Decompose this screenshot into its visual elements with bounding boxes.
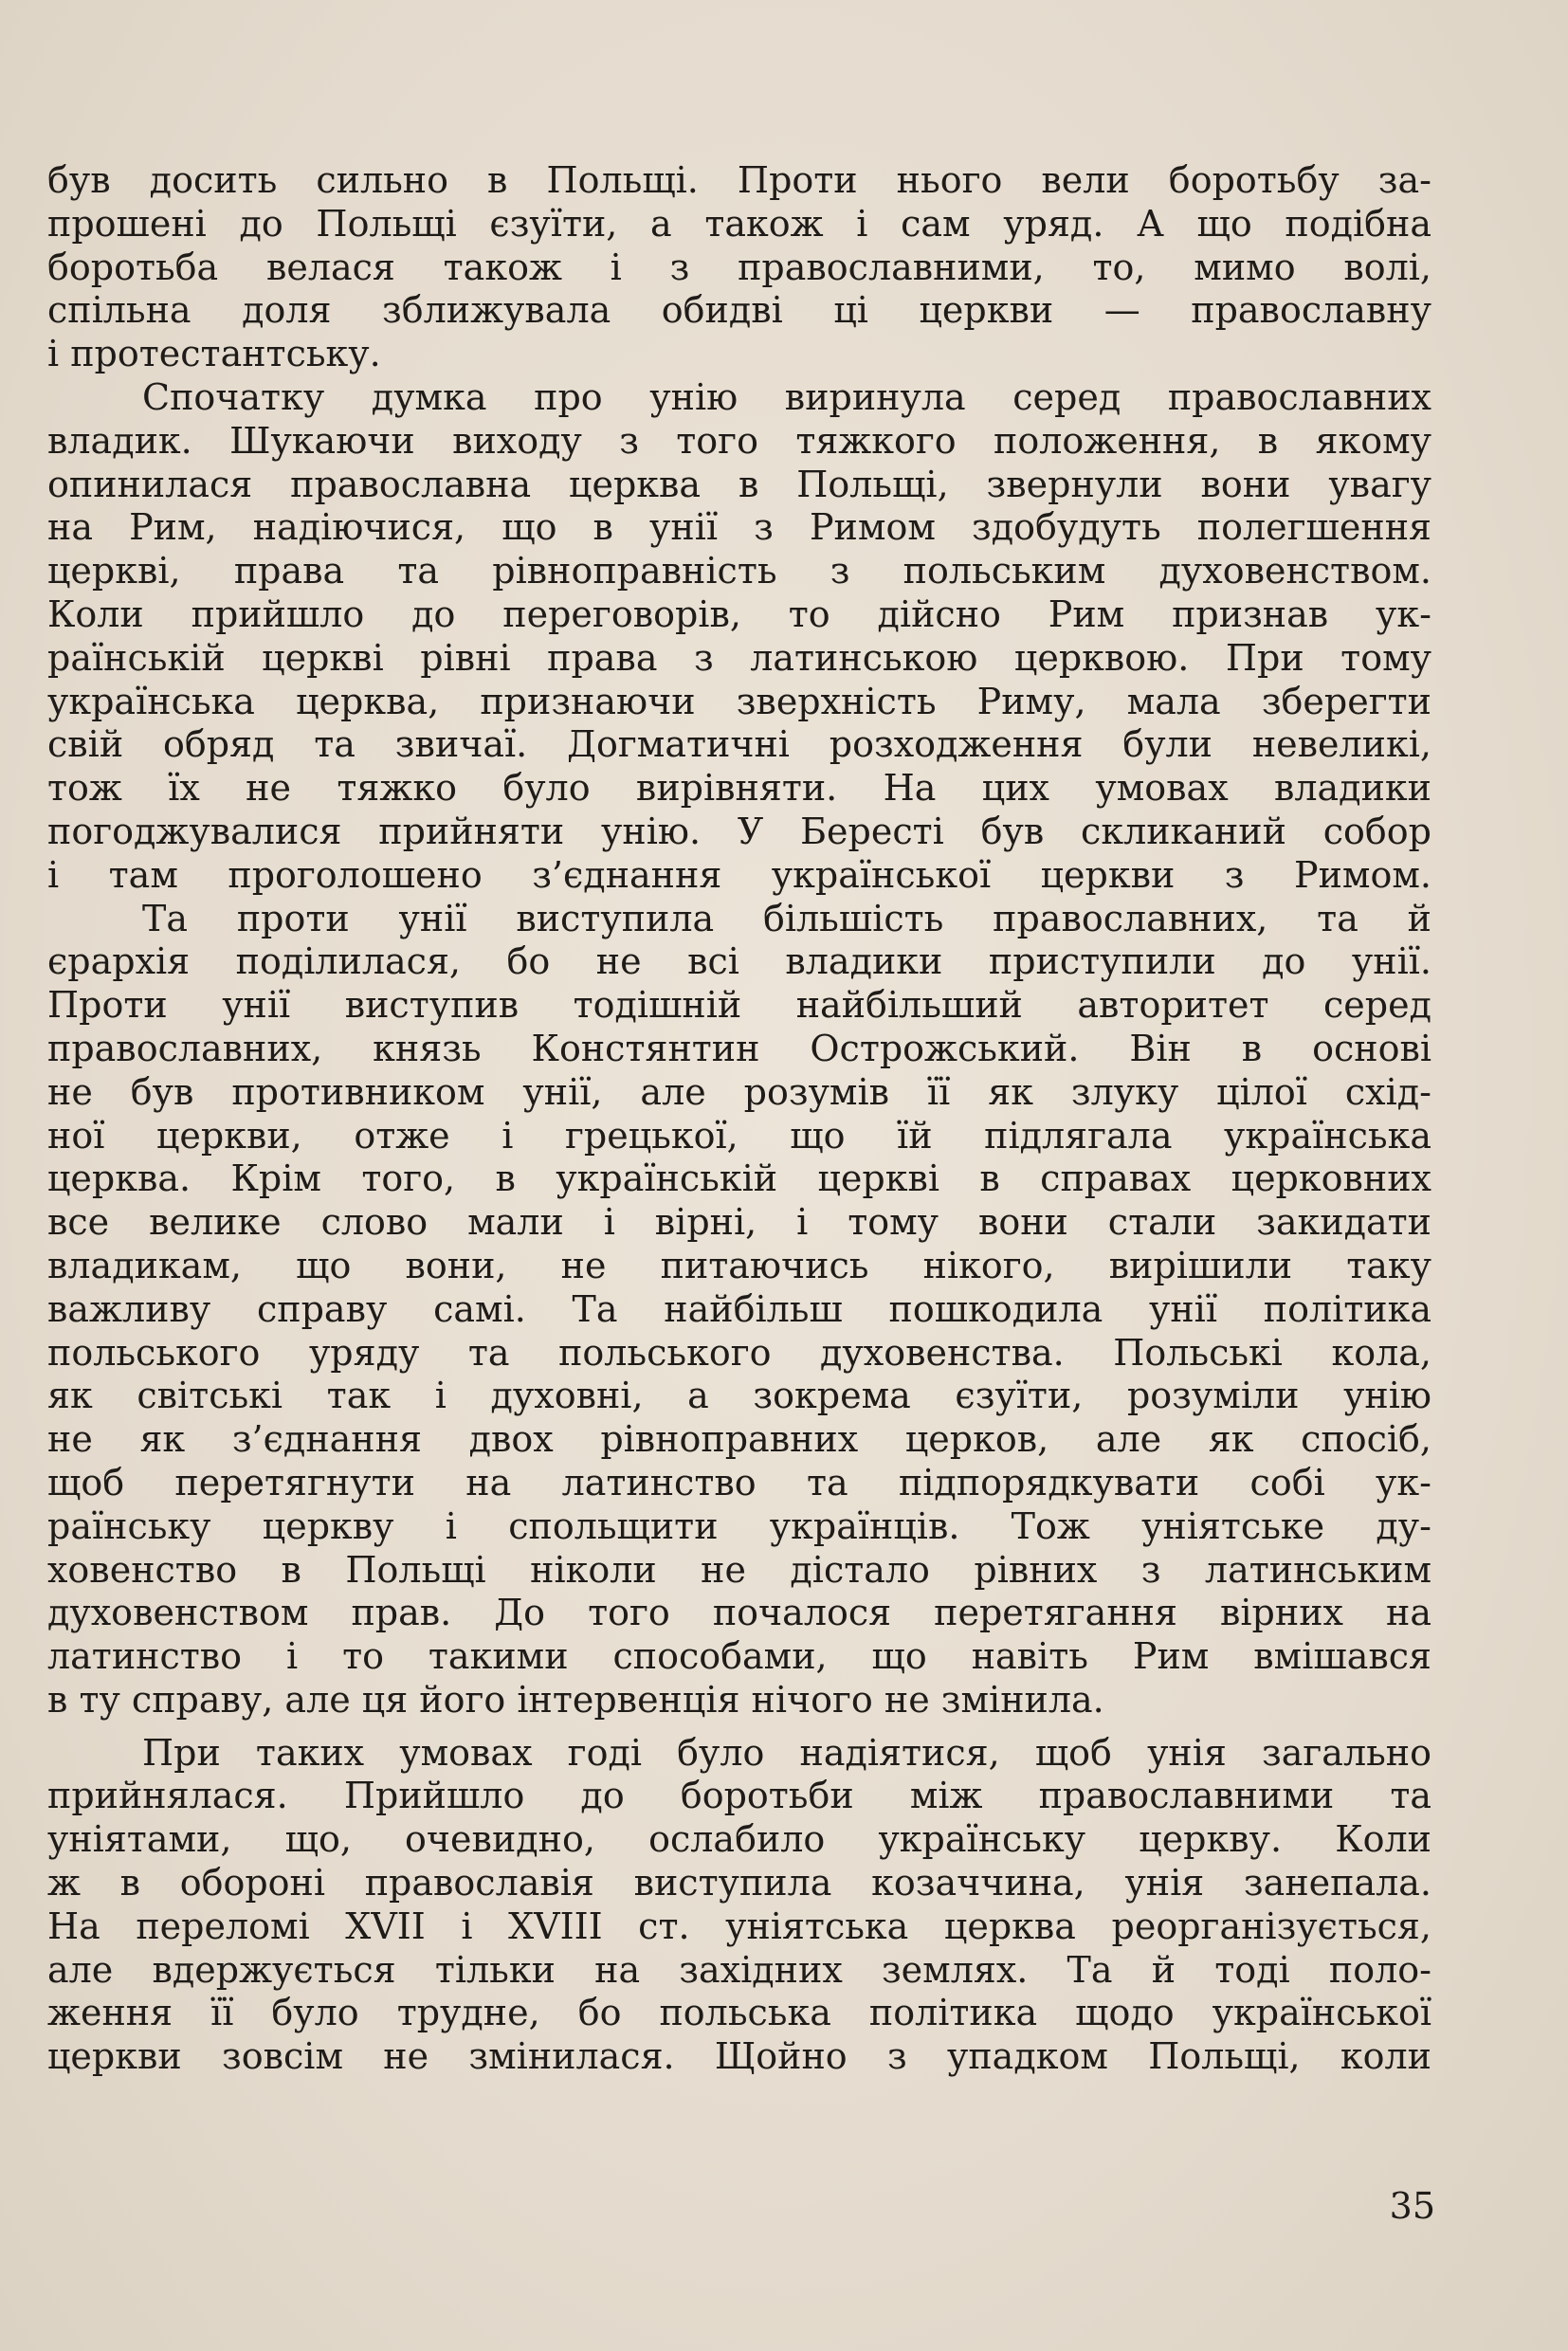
text-line: в ту справу, але ця його інтервенція нічого не змінила. bbox=[47, 1678, 1104, 1721]
text-line: Проти унії виступив тодішній найбільший авторитет серед bbox=[47, 984, 1431, 1027]
text-line: тож їх не тяжко було вирівняти. На цих умовах владики bbox=[47, 767, 1431, 810]
text-line: свій обряд та звичаї. Догматичні розходження були невеликі, bbox=[47, 723, 1431, 766]
text-line: опинилася православна церква в Польщі, звернули вони увагу bbox=[47, 463, 1431, 505]
text-line: церкві, права та рівноправність з польським духовенством. bbox=[47, 550, 1431, 592]
text-line: Коли прийшло до переговорів, то дійсно Рим признав ук- bbox=[47, 592, 1431, 635]
text-line: але вдержується тільки на західних землях. Та й тоді поло- bbox=[47, 1948, 1431, 1991]
text-line: єрархія поділилася, бо не всі владики приступили до унії. bbox=[47, 940, 1431, 983]
page-body-text bbox=[47, 159, 1431, 2079]
text-line: латинство і то такими способами, що навіть Рим вмішався bbox=[47, 1635, 1431, 1678]
text-line: і протестантську. bbox=[47, 333, 381, 375]
text-line: Та проти унії виступила більшість православних, та й bbox=[142, 897, 1431, 939]
text-line: і там проголошено з’єднання української церкви з Римом. bbox=[47, 853, 1431, 896]
paragraph bbox=[47, 159, 1431, 376]
text-line: був досить сильно в Польщі. Проти нього вели боротьбу за- bbox=[47, 159, 1431, 201]
text-line: православних, князь Констянтин Острожський. Він в основі bbox=[47, 1027, 1431, 1069]
text-line: щоб перетягнути на латинство та підпорядкувати собі ук- bbox=[47, 1461, 1431, 1504]
text-line: спільна доля зближувала обидві ці церкви — православну bbox=[47, 289, 1431, 332]
page-number: 35 bbox=[1389, 2185, 1435, 2227]
text-line: владикам, що вони, не питаючись нікого, вирішили таку bbox=[47, 1244, 1431, 1286]
text-line: як світські так і духовні, а зокрема єзуїти, розуміли унію bbox=[47, 1375, 1431, 1417]
text-line: ження її було трудне, бо польська політика щодо української bbox=[47, 1992, 1431, 2034]
text-line: уніятами, що, очевидно, ослабило українську церкву. Коли bbox=[47, 1818, 1431, 1861]
paragraph-gap bbox=[47, 1722, 1431, 1732]
text-line: владик. Шукаючи виходу з того тяжкого положення, в якому bbox=[47, 419, 1431, 462]
text-line: ж в обороні православія виступила козаччина, унія занепала. bbox=[47, 1862, 1431, 1904]
text-line: церква. Крім того, в українській церкві в справах церковних bbox=[47, 1157, 1431, 1200]
text-line: на Рим, надіючися, що в унії з Римом здобудуть полегшення bbox=[47, 506, 1431, 549]
paragraph bbox=[47, 376, 1431, 898]
text-line: раїнській церкві рівні права з латинською церквою. При тому bbox=[47, 636, 1431, 679]
text-line: не як з’єднання двох рівноправних церков, але як спосіб, bbox=[47, 1418, 1431, 1461]
text-line: На переломі XVII і XVIII ст. уніятська церква реорганізується, bbox=[47, 1904, 1431, 1947]
paragraph bbox=[47, 1732, 1431, 2079]
text-line: раїнську церкву і спольщити українців. Тож уніятське ду- bbox=[47, 1504, 1431, 1547]
text-line: духовенством прав. До того почалося перетягання вірних на bbox=[47, 1592, 1431, 1634]
text-line: прошені до Польщі єзуїти, а також і сам уряд. А що подібна bbox=[47, 202, 1431, 245]
text-line: прийнялася. Прийшло до боротьби між православними та bbox=[47, 1775, 1431, 1817]
text-line: боротьба велася також і з православними, то, мимо волі, bbox=[47, 246, 1431, 288]
text-line: все велике слово мали і вірні, і тому вони стали закидати bbox=[47, 1201, 1431, 1244]
text-line: ховенство в Польщі ніколи не дістало рівних з латинським bbox=[47, 1548, 1431, 1591]
text-line: погоджувалися прийняти унію. У Бересті був скликаний собор bbox=[47, 810, 1431, 852]
text-line: ної церкви, отже і грецької, що їй підлягала українська bbox=[47, 1114, 1431, 1157]
text-line: не був противником унії, але розумів її як злуку цілої схід- bbox=[47, 1070, 1431, 1113]
text-line: польського уряду та польського духовенства. Польські кола, bbox=[47, 1331, 1431, 1374]
text-line: українська церква, признаючи зверхність Риму, мала зберегти bbox=[47, 680, 1431, 722]
text-line: церкви зовсім не змінилася. Щойно з упадком Польщі, коли bbox=[47, 2035, 1431, 2078]
paragraph bbox=[47, 898, 1431, 1722]
text-line: При таких умовах годі було надіятися, щоб унія загально bbox=[142, 1731, 1431, 1774]
text-line: Спочатку думка про унію виринула серед православних bbox=[142, 375, 1431, 418]
text-line: важливу справу самі. Та найбільш пошкодила унії політика bbox=[47, 1287, 1431, 1330]
